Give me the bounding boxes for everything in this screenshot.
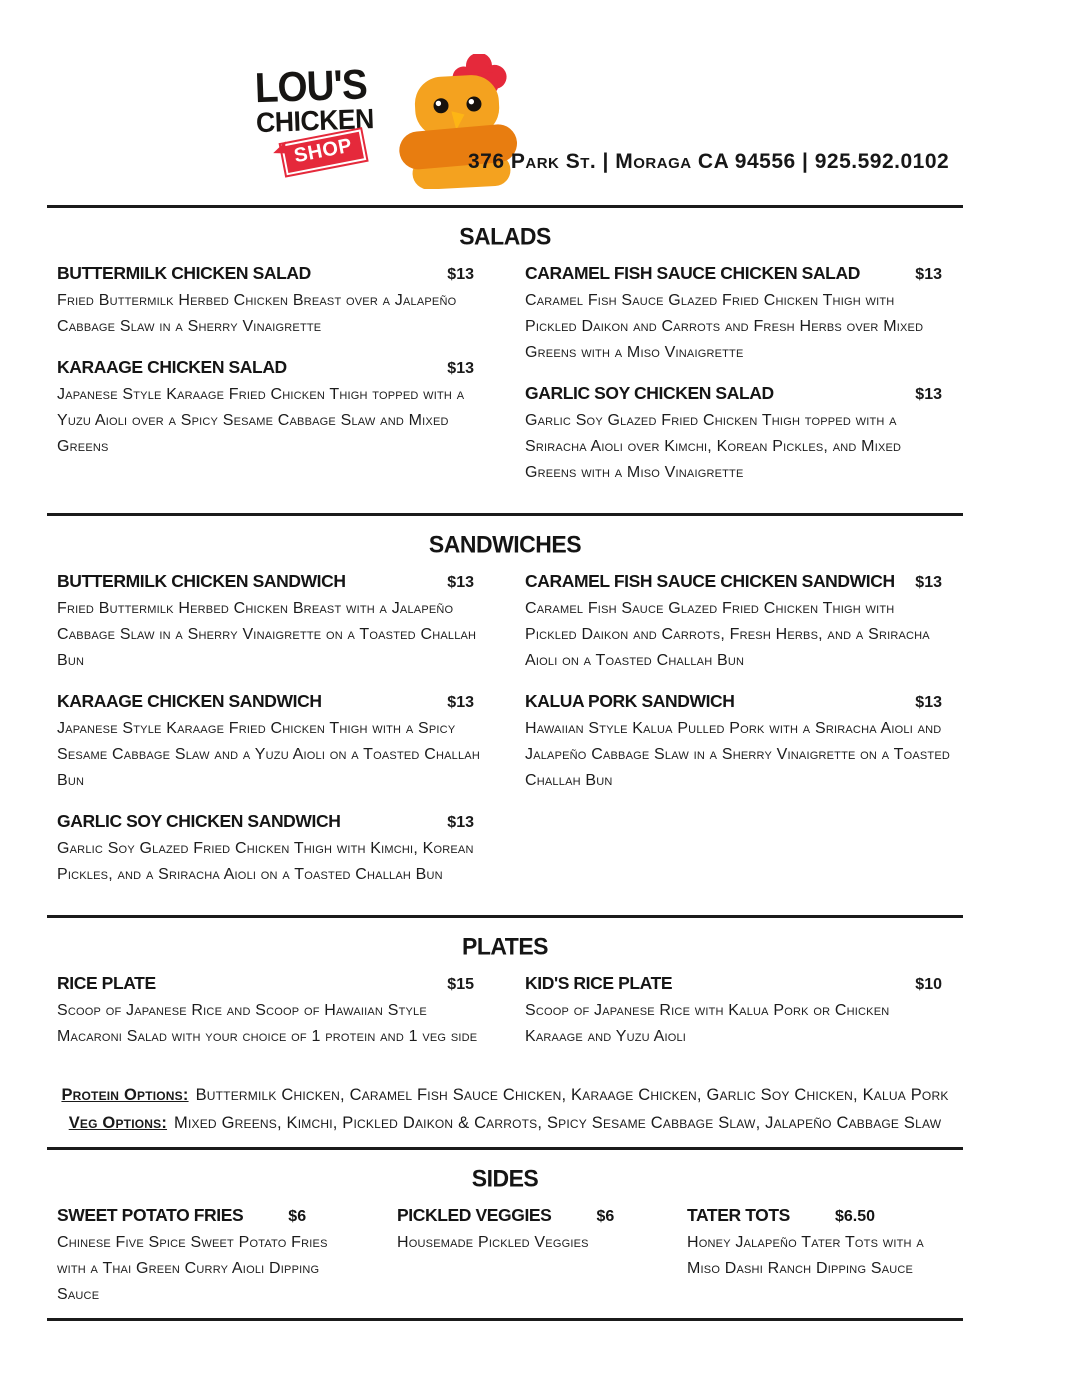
item-name: BUTTERMILK CHICKEN SANDWICH <box>57 571 346 591</box>
veg-options-text: Mixed Greens, Kimchi, Pickled Daikon & Carrots, Spicy Sesame Cabbage Slaw, Jalapeño Cabbage Slaw <box>174 1114 942 1132</box>
item-name: CARAMEL FISH SAUCE CHICKEN SALAD <box>525 263 860 283</box>
item-name: KARAAGE CHICKEN SANDWICH <box>57 691 322 711</box>
item-name: PICKLED VEGGIES <box>397 1205 552 1225</box>
item-price: $13 <box>447 814 474 831</box>
salads-right-column <box>525 263 950 503</box>
divider <box>47 1318 963 1321</box>
menu-item-kids-rice-plate <box>525 973 950 1050</box>
item-price: $13 <box>915 694 942 711</box>
item-name: RICE PLATE <box>57 973 156 993</box>
section-salads <box>0 223 1072 513</box>
item-name: CARAMEL FISH SAUCE CHICKEN SANDWICH <box>525 571 895 591</box>
logo-text-lous: LOU'S <box>253 60 368 112</box>
plates-columns <box>47 973 963 1067</box>
menu-item-karaage-chicken-salad <box>57 357 482 460</box>
item-price: $6 <box>596 1208 615 1225</box>
item-name: KALUA PORK SANDWICH <box>525 691 735 711</box>
logo-shop-badge: SHOP <box>281 130 366 176</box>
menu-item-pickled-veggies <box>397 1205 647 1308</box>
sandwiches-columns <box>47 571 963 905</box>
section-title-salads: SALADS <box>459 222 551 250</box>
menu-item-sweet-potato-fries <box>57 1205 357 1308</box>
item-description: Garlic Soy Glazed Fried Chicken Thigh topped with a Sriracha Aioli over Kimchi, Korean Pickles, and Mixed Greens with a Miso Vinaigrette <box>525 412 902 481</box>
item-description: Honey Jalapeño Tater Tots with a Miso Dashi Ranch Dipping Sauce <box>687 1234 924 1277</box>
item-name: SWEET POTATO FRIES <box>57 1205 244 1225</box>
item-description: Fried Buttermilk Herbed Chicken Breast with a Jalapeño Cabbage Slaw in a Sherry Vinaigrette on a Toasted Challah Bun <box>57 600 477 669</box>
divider <box>47 205 963 208</box>
plates-left-column <box>57 973 482 1067</box>
item-price: $13 <box>447 574 474 591</box>
item-name: KARAAGE CHICKEN SALAD <box>57 357 287 377</box>
item-name: BUTTERMILK CHICKEN SALAD <box>57 263 311 283</box>
section-title-plates: PLATES <box>461 932 549 960</box>
menu-item-buttermilk-chicken-sandwich <box>57 571 482 674</box>
logo-text-chicken: CHICKEN <box>255 103 375 139</box>
item-name: TATER TOTS <box>687 1205 790 1225</box>
item-price: $13 <box>447 694 474 711</box>
plates-right-column <box>525 973 950 1067</box>
item-name: KID'S RICE PLATE <box>525 973 673 993</box>
section-plates <box>0 933 1072 1147</box>
item-description: Fried Buttermilk Herbed Chicken Breast over a Jalapeño Cabbage Slaw in a Sherry Vinaigrette <box>57 292 457 335</box>
menu-item-buttermilk-chicken-salad <box>57 263 482 340</box>
item-description: Japanese Style Karaage Fried Chicken Thigh with a Spicy Sesame Cabbage Slaw and a Yuzu Aioli on a Toasted Challah Bun <box>57 720 480 789</box>
item-price: $6 <box>288 1208 307 1225</box>
menu-item-karaage-chicken-sandwich <box>57 691 482 794</box>
item-price: $13 <box>915 574 942 591</box>
item-price: $10 <box>915 976 942 993</box>
item-description: Hawaiian Style Kalua Pulled Pork with a Sriracha Aioli and Jalapeño Cabbage Slaw in a Sherry Vinaigrette on a Toasted Challah Bun <box>525 720 951 789</box>
item-name: GARLIC SOY CHICKEN SALAD <box>525 383 774 403</box>
section-sides <box>0 1165 1072 1318</box>
logo-wordmark <box>254 50 387 191</box>
section-sandwiches <box>0 531 1072 915</box>
menu-item-garlic-soy-chicken-sandwich <box>57 811 482 888</box>
item-description: Garlic Soy Glazed Fried Chicken Thigh with Kimchi, Korean Pickles, and a Sriracha Aioli on a Toasted Challah Bun <box>57 840 474 883</box>
menu-item-caramel-fish-sauce-chicken-salad <box>525 263 950 366</box>
item-description: Japanese Style Karaage Fried Chicken Thigh topped with a Yuzu Aioli over a Spicy Sesame Cabbage Slaw and Mixed Greens <box>57 386 465 455</box>
divider <box>47 513 963 516</box>
menu-item-garlic-soy-chicken-salad <box>525 383 950 486</box>
menu-item-tater-tots <box>687 1205 957 1308</box>
sandwiches-left-column <box>57 571 482 905</box>
salads-left-column <box>57 263 482 503</box>
section-title-sides: SIDES <box>471 1164 539 1192</box>
section-title-sandwiches: SANDWICHES <box>428 530 582 558</box>
sides-columns <box>47 1205 963 1308</box>
veg-options-line <box>47 1109 963 1137</box>
item-price: $6.50 <box>834 1208 875 1225</box>
sandwiches-right-column <box>525 571 950 905</box>
protein-options-text: Buttermilk Chicken, Caramel Fish Sauce Chicken, Karaage Chicken, Garlic Soy Chicken, Kalua Pork <box>195 1086 949 1104</box>
item-description: Housemade Pickled Veggies <box>397 1234 589 1251</box>
menu-item-caramel-fish-sauce-chicken-sandwich <box>525 571 950 674</box>
address-line: 376 Park St. | Moraga CA 94556 | 925.592.0102 <box>468 150 950 173</box>
protein-options-line <box>47 1081 963 1109</box>
item-price: $15 <box>447 976 474 993</box>
item-price: $13 <box>915 266 942 283</box>
item-description: Caramel Fish Sauce Glazed Fried Chicken Thigh with Pickled Daikon and Carrots, Fresh Herbs, and a Sriracha Aioli on a Toasted Challah Bun <box>525 600 930 669</box>
veg-options-label: Veg Options: <box>68 1114 168 1132</box>
item-name: GARLIC SOY CHICKEN SANDWICH <box>57 811 341 831</box>
salads-columns <box>47 263 963 503</box>
plate-options <box>47 1081 963 1137</box>
item-description: Caramel Fish Sauce Glazed Fried Chicken Thigh with Pickled Daikon and Carrots and Fresh Herbs over Mixed Greens with a Miso Vinaigrette <box>525 292 924 361</box>
item-price: $13 <box>447 360 474 377</box>
header <box>0 0 1072 205</box>
menu-item-rice-plate <box>57 973 482 1050</box>
item-description: Chinese Five Spice Sweet Potato Fries with a Thai Green Curry Aioli Dipping Sauce <box>57 1234 328 1303</box>
item-price: $13 <box>915 386 942 403</box>
item-price: $13 <box>447 266 474 283</box>
divider <box>47 915 963 918</box>
menu-item-kalua-pork-sandwich <box>525 691 950 794</box>
divider <box>47 1147 963 1150</box>
item-description: Scoop of Japanese Rice with Kalua Pork or Chicken Karaage and Yuzu Aioli <box>525 1002 890 1045</box>
protein-options-label: Protein Options: <box>61 1086 189 1104</box>
item-description: Scoop of Japanese Rice and Scoop of Hawaiian Style Macaroni Salad with your choice of 1 protein and 1 veg side <box>57 1002 478 1045</box>
